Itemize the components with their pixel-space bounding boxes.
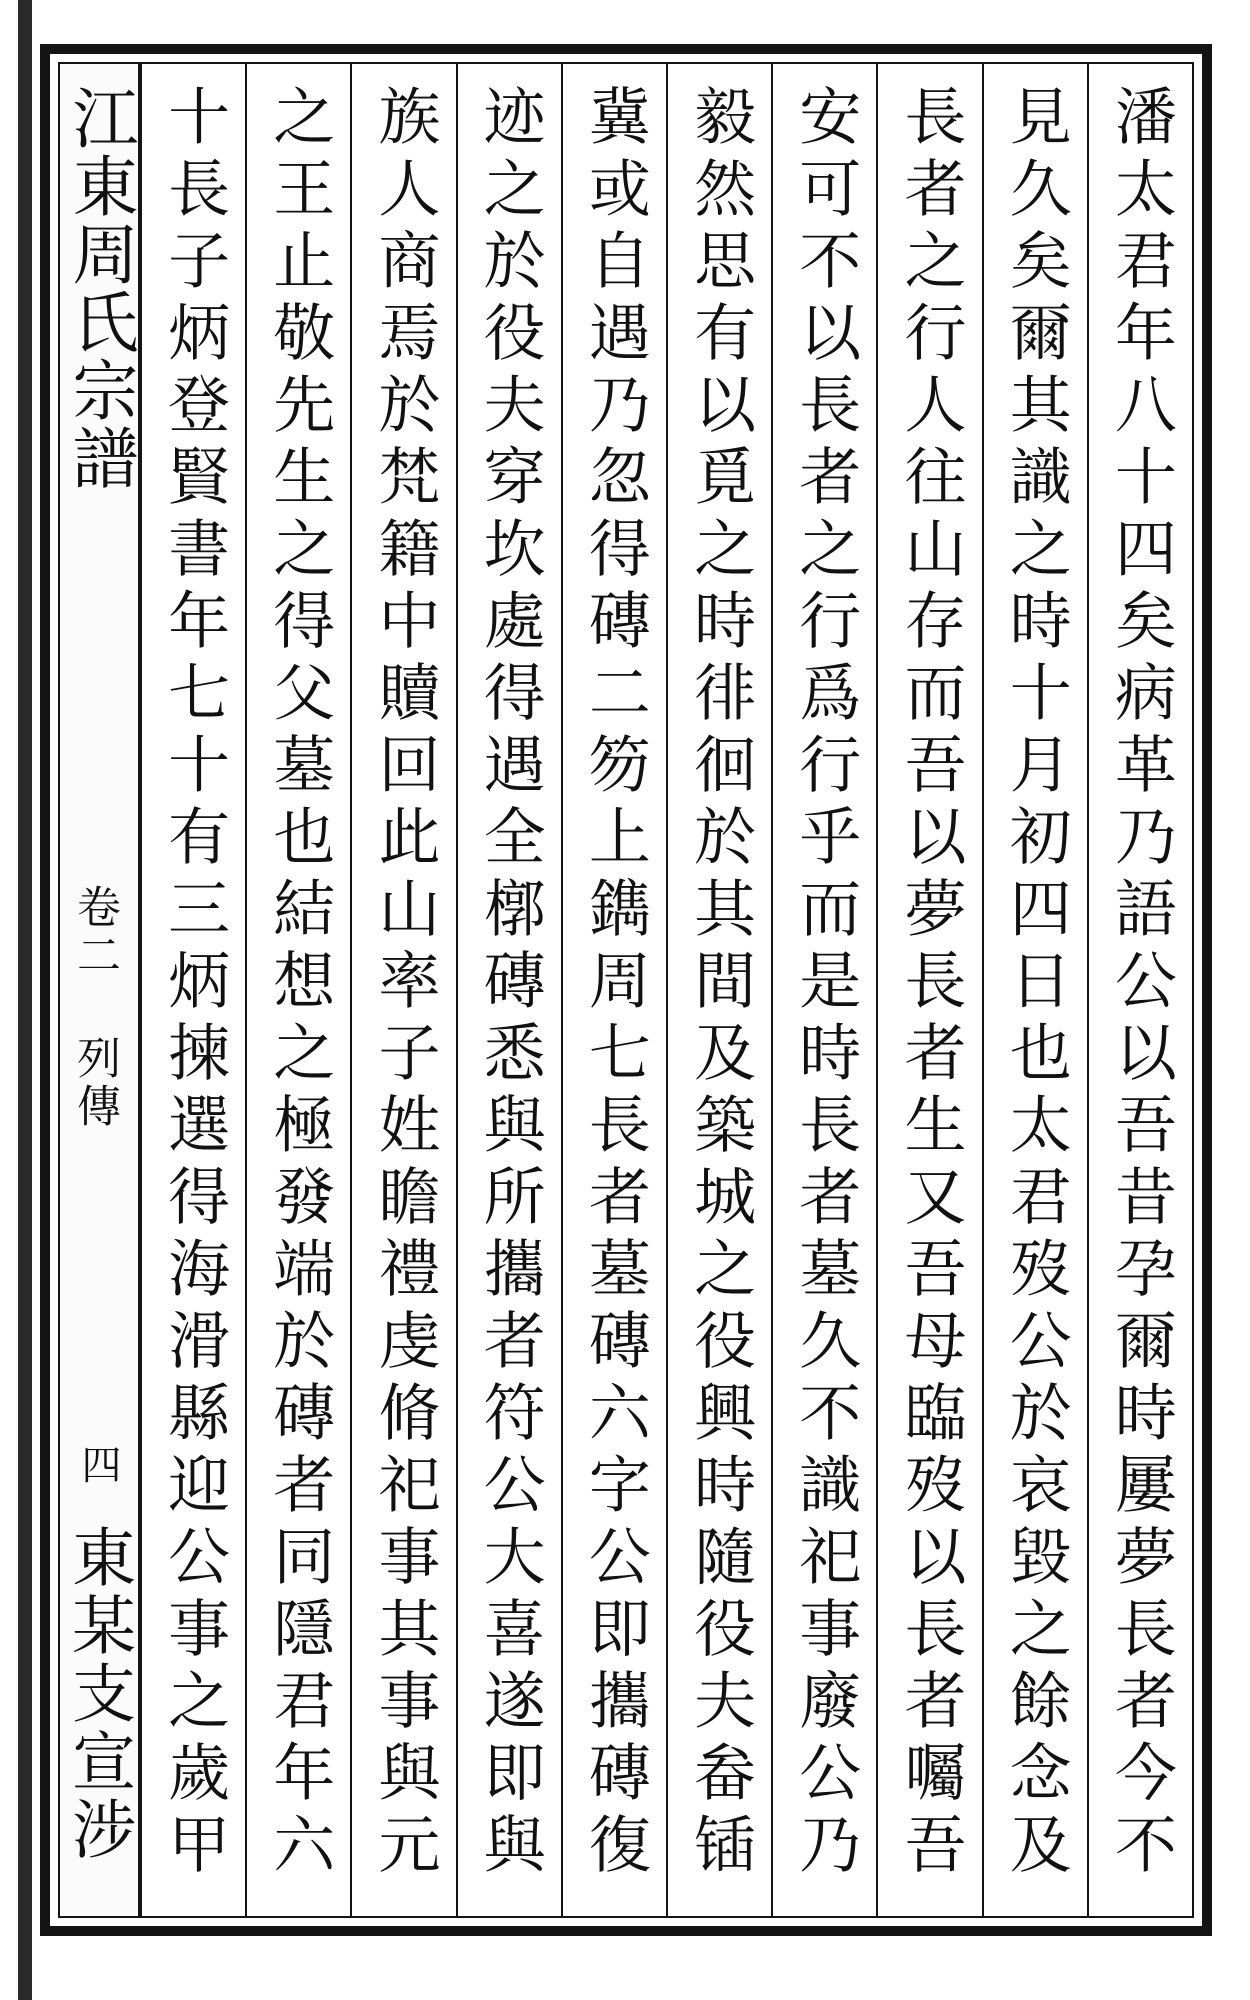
column-text: 族人商焉於梵籍中贖回此山率子姓瞻禮虔脩祀事其事與元 bbox=[367, 84, 441, 1884]
chapter-label: 卷二 列傳 bbox=[69, 884, 120, 1131]
column-text: 潘太君年八十四矣病革乃語公以吾昔孕爾時屢夢長者今不 bbox=[1104, 84, 1178, 1884]
page-number: 四 bbox=[75, 1444, 121, 1484]
text-column bbox=[350, 64, 455, 1916]
text-column bbox=[142, 64, 245, 1916]
publisher-mark: 東某支宣涉 bbox=[61, 1524, 135, 1864]
column-text: 之王止敬先生之得父墓也結想之極發端於磚者同隱君年六 bbox=[262, 84, 336, 1884]
text-column bbox=[245, 64, 350, 1916]
page-frame bbox=[40, 44, 1212, 1936]
book-title: 江東周氏宗譜 bbox=[61, 84, 138, 492]
page-frame-inner bbox=[58, 62, 1194, 1918]
column-text: 見久矣爾其識之時十月初四日也太君歿公於哀毀之餘念及 bbox=[999, 84, 1073, 1884]
text-columns bbox=[142, 64, 1192, 1916]
text-column bbox=[666, 64, 771, 1916]
column-text: 十長子炳登賢書年七十有三炳揀選得海滑縣迎公事之歲甲 bbox=[157, 84, 231, 1884]
column-text: 冀或自遇乃忽得磚二笏上鐫周七長者墓磚六字公即攜磚復 bbox=[578, 84, 652, 1884]
text-column bbox=[456, 64, 561, 1916]
text-column bbox=[561, 64, 666, 1916]
column-text: 安可不以長者之行爲行乎而是時長者墓久不識祀事廢公乃 bbox=[788, 84, 862, 1884]
column-text: 毅然思有以覓之時徘徊於其間及築城之役興時隨役夫畚锸 bbox=[683, 84, 757, 1884]
text-column bbox=[876, 64, 981, 1916]
text-column bbox=[771, 64, 876, 1916]
column-text: 迹之於役夫穿坎處得遇全槨磚悉與所攜者符公大喜遂即與 bbox=[473, 84, 547, 1884]
book-spine-edge bbox=[18, 0, 32, 2000]
text-column bbox=[982, 64, 1087, 1916]
book-margin bbox=[60, 64, 142, 1916]
text-column bbox=[1087, 64, 1192, 1916]
column-text: 長者之行人往山存而吾以夢長者生又吾母臨歿以長者囑吾 bbox=[893, 84, 967, 1884]
